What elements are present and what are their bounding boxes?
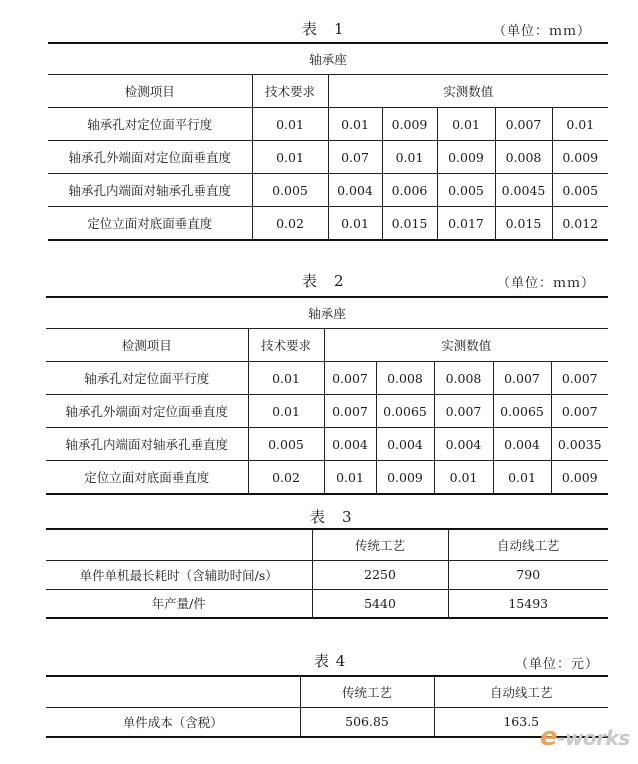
measured-value: 0.01	[382, 141, 437, 174]
table1	[48, 42, 608, 241]
measured-value: 0.008	[434, 362, 493, 395]
row-item: 轴承孔对定位面平行度	[48, 108, 252, 141]
row-requirement: 0.01	[248, 395, 324, 428]
traditional-value: 2250	[312, 560, 448, 589]
table4-title: 表 4	[314, 652, 347, 670]
measured-value: 0.004	[328, 174, 382, 207]
measured-value: 0.01	[324, 461, 376, 495]
table1-title: 表 1	[302, 20, 345, 38]
row-requirement: 0.01	[248, 362, 324, 395]
measured-value: 0.007	[551, 362, 608, 395]
group-header: 轴承座	[46, 297, 608, 329]
row-requirement: 0.005	[248, 428, 324, 461]
measured-value: 0.015	[382, 207, 437, 241]
table-row	[46, 428, 608, 461]
table-row	[46, 707, 608, 737]
auto-value: 15493	[448, 589, 608, 618]
table4	[46, 675, 608, 738]
measured-value: 0.012	[552, 207, 608, 241]
row-item: 轴承孔内端面对轴承孔垂直度	[46, 428, 248, 461]
traditional-value: 506.85	[300, 707, 434, 737]
measured-value: 0.004	[434, 428, 493, 461]
measured-value: 0.008	[495, 141, 552, 174]
table-row	[48, 141, 608, 174]
measured-value: 0.01	[493, 461, 551, 495]
measured-value: 0.008	[376, 362, 434, 395]
measured-value: 0.015	[495, 207, 552, 241]
col-header-auto: 自动线工艺	[448, 529, 608, 560]
col-header-empty	[46, 676, 300, 707]
measured-value: 0.009	[551, 461, 608, 495]
table-row	[48, 108, 608, 141]
measured-value: 0.01	[552, 108, 608, 141]
e-works-watermark-logo: e-works	[540, 722, 630, 752]
col-header-requirement: 技术要求	[252, 75, 328, 108]
row-item: 单件单机最长耗时（含辅助时间/s）	[46, 560, 312, 589]
measured-value: 0.0065	[493, 395, 551, 428]
row-requirement: 0.01	[252, 108, 328, 141]
table-row	[46, 461, 608, 495]
measured-value: 0.01	[437, 108, 495, 141]
table2-title: 表 2	[302, 272, 345, 290]
measured-value: 0.017	[437, 207, 495, 241]
measured-value: 0.007	[434, 395, 493, 428]
auto-value: 163.5	[434, 707, 608, 737]
row-item: 定位立面对底面垂直度	[46, 461, 248, 495]
table-row	[46, 560, 608, 589]
row-requirement: 0.005	[252, 174, 328, 207]
col-header-measured: 实测数值	[328, 75, 608, 108]
measured-value: 0.007	[493, 362, 551, 395]
row-requirement: 0.02	[252, 207, 328, 241]
col-header-empty	[46, 529, 312, 560]
col-header-item: 检测项目	[48, 75, 252, 108]
table2-unit: （单位：ｍｍ）	[497, 276, 596, 291]
traditional-value: 5440	[312, 589, 448, 618]
measured-value: 0.07	[328, 141, 382, 174]
measured-value: 0.01	[328, 108, 382, 141]
table-row	[48, 174, 608, 207]
table2	[46, 296, 608, 495]
measured-value: 0.007	[551, 395, 608, 428]
measured-value: 0.005	[437, 174, 495, 207]
group-header: 轴承座	[48, 43, 608, 75]
row-item: 年产量/件	[46, 589, 312, 618]
measured-value: 0.0035	[551, 428, 608, 461]
measured-value: 0.007	[495, 108, 552, 141]
col-header-traditional: 传统工艺	[300, 676, 434, 707]
col-header-measured: 实测数值	[324, 329, 608, 362]
table-row	[46, 395, 608, 428]
row-requirement: 0.02	[248, 461, 324, 495]
row-item: 轴承孔外端面对定位面垂直度	[46, 395, 248, 428]
measured-value: 0.0045	[495, 174, 552, 207]
row-item: 定位立面对底面垂直度	[48, 207, 252, 241]
col-header-requirement: 技术要求	[248, 329, 324, 362]
measured-value: 0.009	[376, 461, 434, 495]
auto-value: 790	[448, 560, 608, 589]
col-header-item: 检测项目	[46, 329, 248, 362]
col-header-traditional: 传统工艺	[312, 529, 448, 560]
table1-unit: （单位：ｍｍ）	[493, 24, 592, 39]
measured-value: 0.01	[434, 461, 493, 495]
measured-value: 0.004	[376, 428, 434, 461]
table3	[46, 528, 608, 619]
measured-value: 0.009	[382, 108, 437, 141]
table4-unit: （单位：元）	[515, 657, 600, 672]
row-item: 轴承孔外端面对定位面垂直度	[48, 141, 252, 174]
measured-value: 0.007	[324, 362, 376, 395]
measured-value: 0.01	[328, 207, 382, 241]
measured-value: 0.004	[324, 428, 376, 461]
measured-value: 0.0065	[376, 395, 434, 428]
row-requirement: 0.01	[252, 141, 328, 174]
table-row	[46, 589, 608, 618]
measured-value: 0.004	[493, 428, 551, 461]
table3-title: 表 3	[310, 508, 353, 526]
measured-value: 0.007	[324, 395, 376, 428]
measured-value: 0.006	[382, 174, 437, 207]
row-item: 轴承孔内端面对轴承孔垂直度	[48, 174, 252, 207]
table-row	[48, 207, 608, 241]
row-item: 单件成本（含税）	[46, 707, 300, 737]
measured-value: 0.009	[552, 141, 608, 174]
measured-value: 0.005	[552, 174, 608, 207]
table-row	[46, 362, 608, 395]
measured-value: 0.009	[437, 141, 495, 174]
row-item: 轴承孔对定位面平行度	[46, 362, 248, 395]
col-header-auto: 自动线工艺	[434, 676, 608, 707]
